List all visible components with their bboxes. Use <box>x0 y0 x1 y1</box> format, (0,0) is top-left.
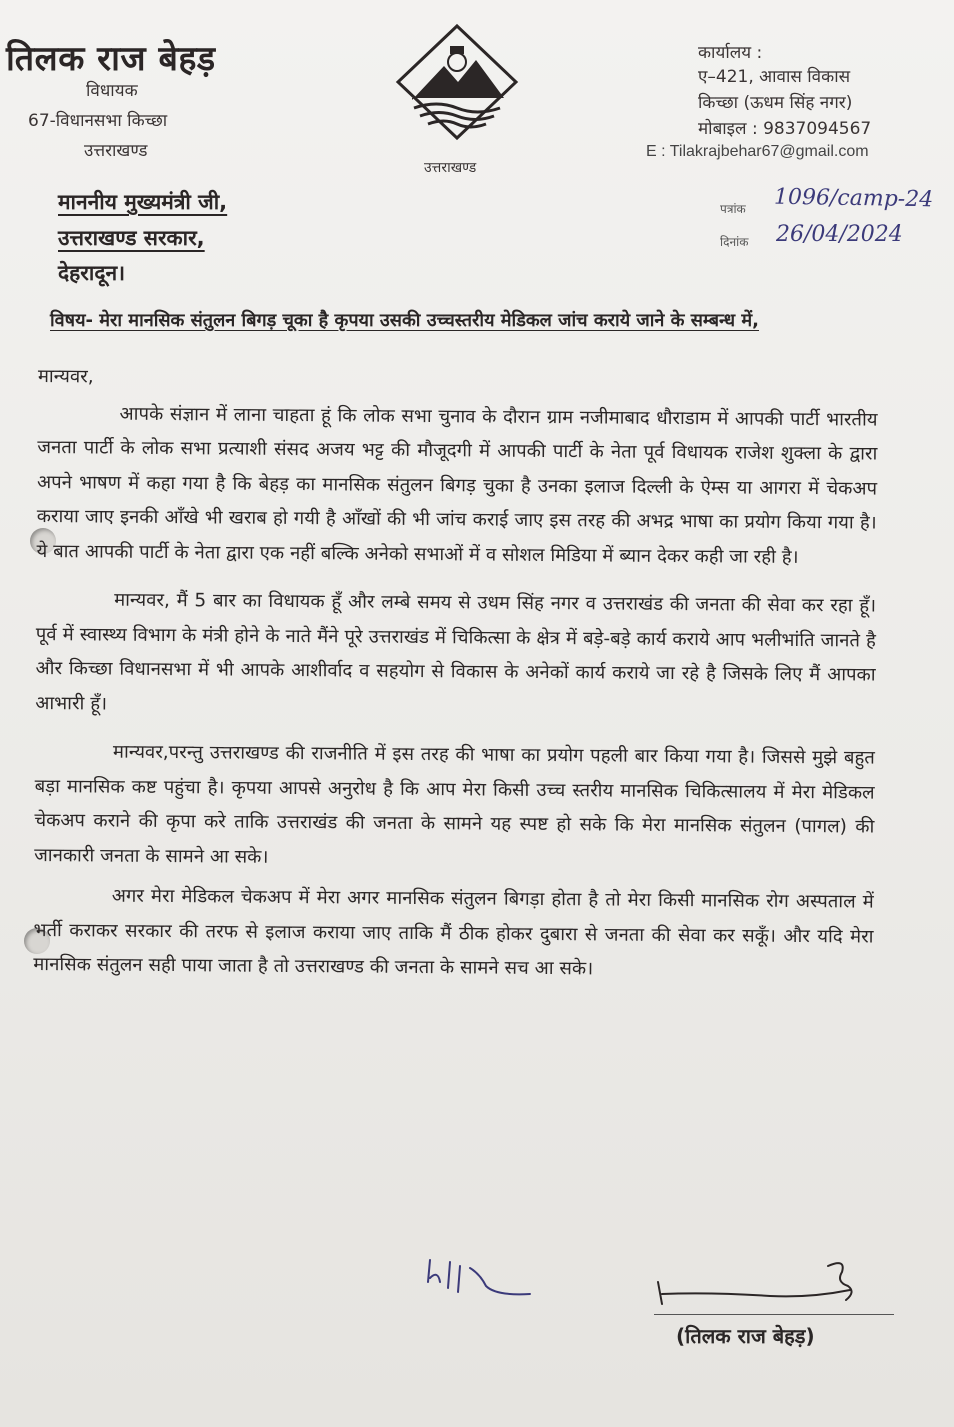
office-address-line1: ए–421, आवास विकास <box>698 67 851 87</box>
signature-line <box>654 1314 894 1315</box>
recipient-line2: उत्तराखण्ड सरकार, <box>58 226 205 250</box>
sender-designation: विधायक <box>86 81 138 101</box>
body-paragraph-3: मान्यवर,परन्तु उत्तराखण्ड की राजनीति में इस तरह की भाषा का प्रयोग पहली बार किया गया है। जिससे मुझे बहुत बड़ा मानसिक कष्ट पहुंचा है। कृपया आपसे अनुरोध है कि आप मेरा किसी उच्च स्तरीय मानसिक चिकित्सालय में मेरा मेडिकल चेकअप कराने की कृपा करे ताकि उत्तराखंड की जनता के सामने यह स्पष्ट हो सके कि मेरा मानसिक संतुलन (पागल) की जानकारी जनता के सामने आ सके। <box>34 741 875 868</box>
salutation: मान्यवर, <box>37 365 94 388</box>
uttarakhand-emblem-icon <box>392 20 522 170</box>
recipient-line3: देहरादून। <box>58 261 126 285</box>
signature-drawing <box>650 1252 900 1322</box>
handwritten-initials <box>420 1248 540 1308</box>
office-email: E : Tilakrajbehar67@gmail.com <box>646 143 869 160</box>
sender-state: उत्तराखण्ड <box>84 141 148 161</box>
date-value: 26/04/2024 <box>776 222 903 247</box>
office-address-line2: किच्छा (ऊधम सिंह नगर) <box>698 93 853 113</box>
sender-name-heading: तिलक राज बेहड़ <box>6 39 216 79</box>
letter-body <box>33 360 878 989</box>
sender-constituency: 67-विधानसभा किच्छा <box>28 111 168 131</box>
body-paragraph-1: आपके संज्ञान में लाना चाहता हूं कि लोक सभा चुनाव के दौरान ग्राम नजीमाबाद धौराडाम में आपकी पार्टी भारतीय जनता पार्टी के लोक सभा प्रत्याशी संसद अजय भट्ट की मौजूदगी में आपकी पार्टी के नेता पूर्व विधायक राजेश शुक्ला के द्वारा अपने भाषण में कहा गया है कि बेहड़ का मानसिक संतुलन बिगड़ चुका है उनका इलाज दिल्ली के ऐम्स या आगरा में चेकअप कराया जाए इनकी आँखे भी खराब हो गयी है आँखों की भी जांच कराई जाए इस तरह की अभद्र भाषा का प्रयोग किया गया है। ये बात आपकी पार्टी के नेता द्वारा एक नहीं बल्कि अनेको सभाओं में व सोशल मिडिया में ब्यान देकर कही जा रही है। <box>36 403 878 568</box>
office-label: कार्यालय : <box>698 43 763 63</box>
body-paragraph-4: अगर मेरा मेडिकल चेकअप में मेरा अगर मानसिक संतुलन बिगड़ा होता है तो मेरा किसी मानसिक रोग अस्पताल में भर्ती कराकर सरकार की तरफ से इलाज कराया जाए ताकि मैं ठीक होकर दुबारा से जनता की सेवा कर सकूँ। और यदि मेरा मानसिक संतुलन सही पाया जाता है तो उत्तराखण्ड की जनता के सामने सच आ सके। <box>33 885 874 980</box>
letter-subject: विषय- मेरा मानसिक संतुलन बिगड़ चूका है कृपया उसकी उच्चस्तरीय मेडिकल जांच कराये जाने के सम्बन्ध में, <box>50 310 759 331</box>
date-label: दिनांक <box>720 235 749 249</box>
emblem-caption: उत्तराखण्ड <box>424 160 477 176</box>
office-mobile: मोबाइल : 9837094567 <box>698 119 872 139</box>
recipient-line1: माननीय मुख्यमंत्री जी, <box>58 190 228 214</box>
letter-no-value: 1096/camp-24 <box>773 184 934 213</box>
letter-no-label: पत्रांक <box>720 202 746 216</box>
body-paragraph-2: मान्यवर, मैं 5 बार का विधायक हूँ और लम्बे समय से उधम सिंह नगर व उत्तराखंड की जनता की सेवा कर रहा हूँ। पूर्व में स्वास्थ्य विभाग के मंत्री होने के नाते मैंने पूरे उत्तराखंड में चिकित्सा के क्षेत्र में बड़े-बड़े कार्य कराये आप भलीभांति जानते है और किच्छा विधानसभा में भी आपके आशीर्वाद व सहयोग से विकास के अनेकों कार्य कराये जा रहे है जिसके लिए मैं आपका आभारी हूँ। <box>35 589 877 715</box>
signature-name: (तिलक राज बेहड़) <box>676 1324 815 1348</box>
